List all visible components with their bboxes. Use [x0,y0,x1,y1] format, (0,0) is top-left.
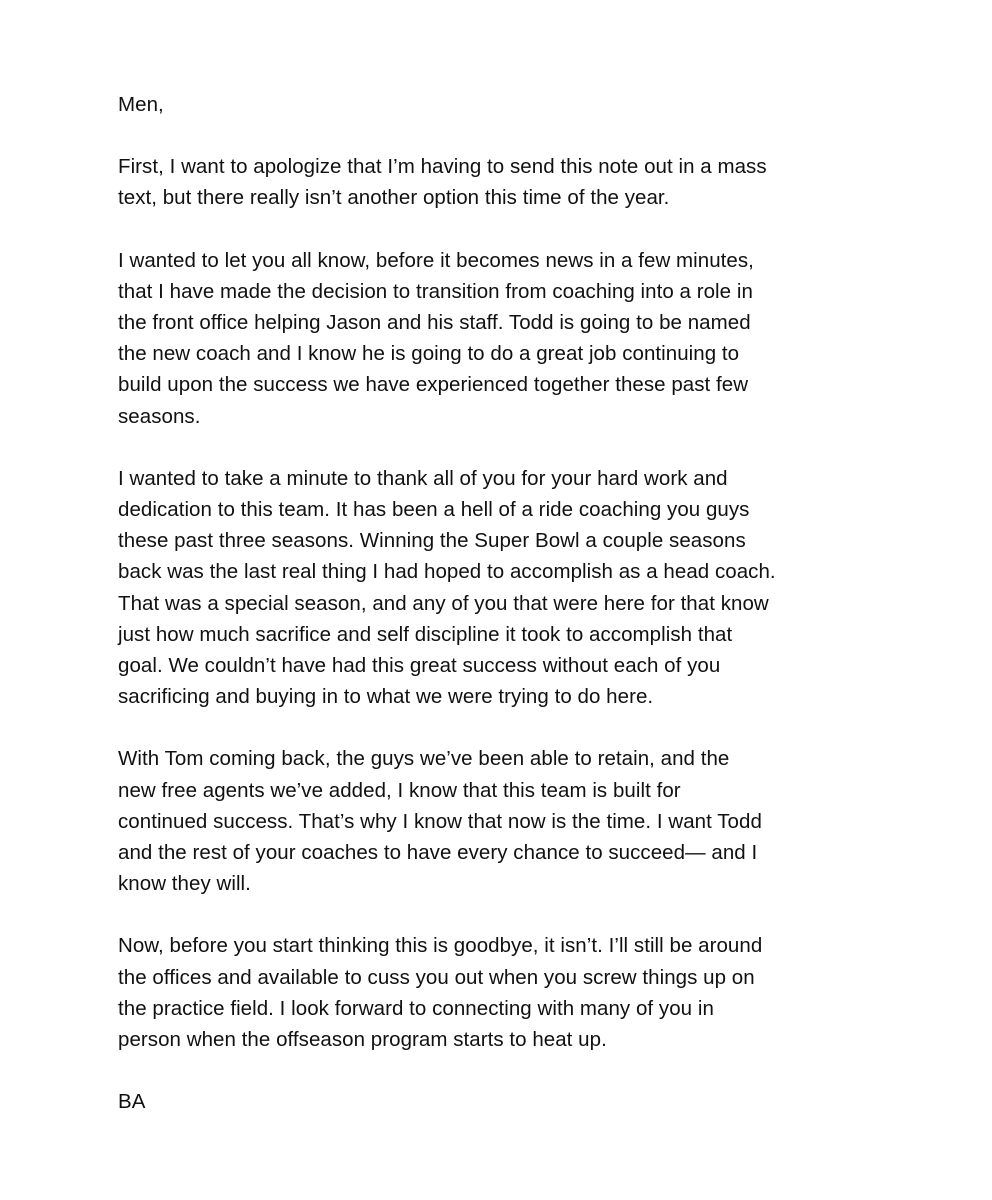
text-line: Now, before you start thinking this is goodbye, it isn’t. I’ll still be around [118,934,763,958]
text-line: build upon the success we have experienced together these past few [118,373,749,397]
text-line: With Tom coming back, the guys we’ve been able to retain, and the [118,747,730,771]
text-line: the new coach and I know he is going to do a great job continuing to [118,342,740,366]
text-line: sacrificing and buying in to what we were trying to do here. [118,685,654,709]
text-line: person when the offseason program starts to heat up. [118,1028,607,1052]
text-line: new free agents we’ve added, I know that this team is built for [118,778,681,802]
text-line: First, I want to apologize that I’m having to send this note out in a mass [118,155,767,179]
text-line: the front office helping Jason and his staff. Todd is going to be named [118,311,751,335]
text-line: the practice field. I look forward to connecting with many of you in [118,996,714,1020]
text-line: text, but there really isn’t another option this time of the year. [118,186,670,210]
text-line: dedication to this team. It has been a hell of a ride coaching you guys [118,498,750,522]
text-line: these past three seasons. Winning the Super Bowl a couple seasons [118,529,746,553]
paragraph-future [118,743,898,899]
text-line: just how much sacrifice and self discipline it took to accomplish that [118,622,733,646]
text-line: seasons. [118,404,201,428]
text-line: back was the last real thing I had hoped to accomplish as a head coach. [118,560,776,584]
text-line: continued success. That’s why I know that now is the time. I want Todd [118,809,762,833]
salutation: Men, [118,93,164,116]
text-line: I wanted to take a minute to thank all of you for your hard work and [118,466,728,490]
paragraph-announcement [118,245,898,432]
signature: BA [118,1090,146,1114]
text-line: the offices and available to cuss you out when you screw things up on [118,965,755,989]
text-line: That was a special season, and any of you that were here for that know [118,591,769,615]
paragraph-apology [118,151,898,213]
text-line: and the rest of your coaches to have every chance to succeed— and I [118,841,758,865]
paragraph-closing [118,930,898,1055]
text-line: know they will. [118,872,251,896]
paragraph-thanks [118,463,898,713]
text-line: goal. We couldn’t have had this great success without each of you [118,654,721,678]
letter-body [118,89,898,1117]
text-line: that I have made the decision to transition from coaching into a role in [118,279,753,303]
text-line: I wanted to let you all know, before it becomes news in a few minutes, [118,248,754,272]
